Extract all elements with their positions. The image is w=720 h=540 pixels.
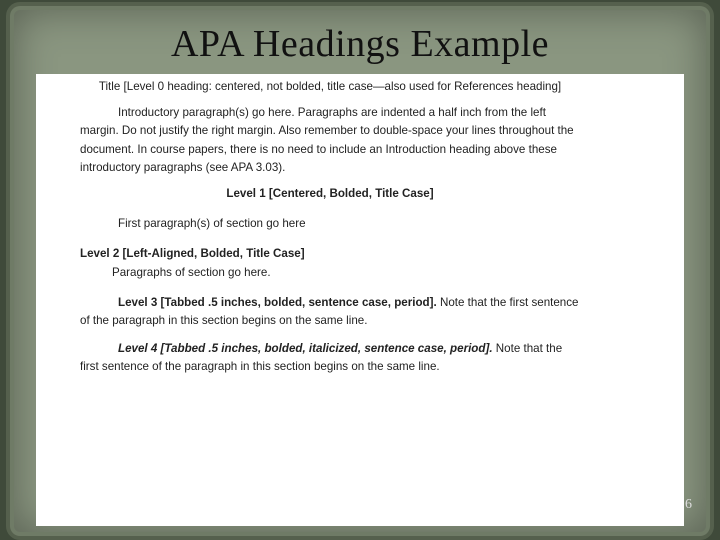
level4-text: Note that the first sentence of the paragraph in this section begins on the same line. [80, 342, 563, 374]
page-number: 6 [685, 497, 692, 512]
level0-title-line: Title [Level 0 heading: centered, not bolded, title case—also used for References heading] [98, 80, 562, 93]
level3-heading: Level 3 [Tabbed .5 inches, bolded, sentence case, period]. [118, 295, 437, 309]
document-body [80, 78, 580, 377]
level3-text: Note that the first sentence of the paragraph in this section begins on the same line. [80, 295, 579, 328]
level2-paragraph: Paragraphs of section go here. [112, 265, 271, 279]
level1-heading: Level 1 [Centered, Bolded, Title Case] [226, 187, 434, 201]
intro-paragraph: Introductory paragraph(s) go here. Paragraphs are indented a half inch from the left margin. Do not justify the right margin. Also remember to double-space your lines throughout the document. In course papers, there is no need to include an Introduction heading above these introductory paragraphs (see APA 3.03). [80, 106, 574, 174]
level1-paragraph: First paragraph(s) of section go here [118, 217, 306, 231]
level2-heading: Level 2 [Left-Aligned, Bolded, Title Case] [80, 247, 305, 261]
level4-heading: Level 4 [Tabbed .5 inches, bolded, italicized, sentence case, period]. [118, 342, 493, 356]
level3-paragraph [80, 294, 580, 330]
level4-paragraph [80, 340, 580, 376]
slide-title: APA Headings Example [170, 23, 549, 65]
